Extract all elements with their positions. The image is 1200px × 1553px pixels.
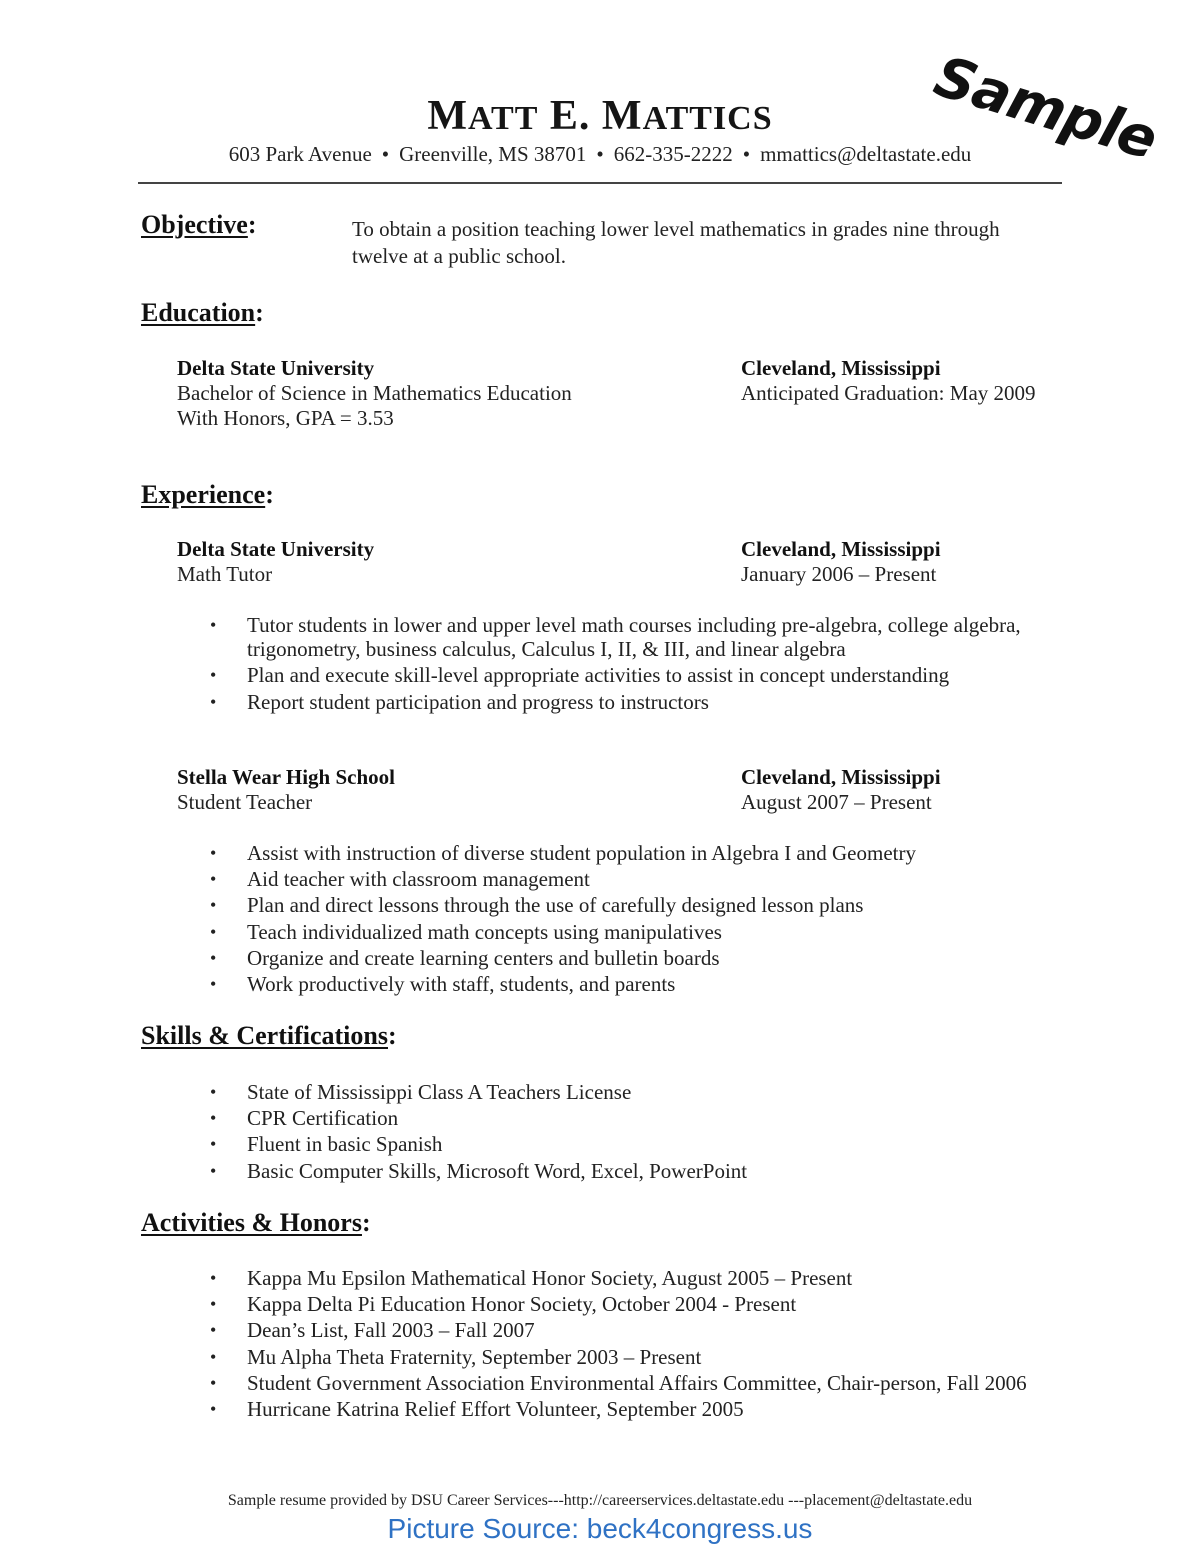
bullet-icon: • — [210, 691, 217, 712]
contact-address: 603 Park Avenue — [228, 142, 372, 166]
activities-heading-text: Activities & Honors — [141, 1208, 362, 1237]
education-degree: Bachelor of Science in Mathematics Education — [177, 381, 572, 405]
list-item — [210, 919, 1110, 945]
list-item-text: Kappa Delta Pi Education Honor Society, October 2004 - Present — [247, 1292, 797, 1317]
job-duties-list — [210, 840, 1110, 997]
list-item-text: Dean’s List, Fall 2003 – Fall 2007 — [247, 1318, 535, 1343]
bullet-icon: • — [210, 615, 217, 635]
skills-list — [210, 1079, 1110, 1184]
list-item-text: Aid teacher with classroom management — [247, 867, 590, 892]
contact-line — [0, 142, 1200, 167]
objective-line-2: twelve at a public school. — [352, 244, 567, 268]
list-item-text: Assist with instruction of diverse student population in Algebra I and Geometry — [247, 841, 916, 865]
contact-phone: 662-335-2222 — [613, 142, 733, 166]
list-item-continuation — [210, 636, 1110, 662]
list-item-text: Hurricane Katrina Relief Effort Volunteer, September 2005 — [247, 1397, 744, 1422]
skills-heading-text: Skills & Certifications — [141, 1021, 388, 1050]
job-organization: Stella Wear High School — [177, 765, 395, 789]
activities-list — [210, 1265, 1110, 1422]
name-last-initial: M — [601, 93, 643, 139]
list-item-text: CPR Certification — [247, 1106, 399, 1131]
objective-line-1: To obtain a position teaching lower level mathematics in grades nine through — [352, 217, 1000, 241]
list-item — [210, 612, 1110, 638]
bullet-icon: • — [210, 1399, 217, 1420]
heading-colon: : — [247, 210, 257, 239]
list-item-text: Plan and execute skill-level appropriate activities to assist in concept understanding — [247, 663, 950, 688]
list-item — [210, 1105, 1110, 1131]
list-item-text: Basic Computer Skills, Microsoft Word, Excel, PowerPoint — [247, 1158, 748, 1183]
bullet-icon: • — [210, 1108, 217, 1129]
resume-name — [0, 92, 1200, 140]
contact-city: Greenville, MS 38701 — [399, 142, 587, 166]
list-item — [210, 1265, 1110, 1291]
heading-colon: : — [361, 1208, 371, 1237]
job-title: Student Teacher — [177, 790, 313, 814]
activities-heading — [141, 1208, 371, 1238]
job-location: Cleveland, Mississippi — [741, 537, 941, 561]
bullet-icon: • — [210, 869, 217, 890]
list-item — [210, 662, 1110, 688]
job-location: Cleveland, Mississippi — [741, 765, 941, 789]
bullet-icon: • — [210, 895, 217, 916]
experience-heading-text: Experience — [141, 480, 266, 509]
bullet-icon: • — [210, 1268, 217, 1288]
list-item-text: Fluent in basic Spanish — [247, 1132, 443, 1157]
job-dates: January 2006 – Present — [741, 562, 937, 586]
bullet-icon: • — [210, 1372, 217, 1393]
bullet-icon: • — [210, 1082, 217, 1102]
list-item-text: trigonometry, business calculus, Calculus I, II, & III, and linear algebra — [247, 637, 846, 662]
list-item-text: Plan and direct lessons through the use of carefully designed lesson plans — [247, 893, 864, 918]
list-item — [210, 840, 1110, 866]
list-item-text: State of Mississippi Class A Teachers License — [247, 1080, 632, 1104]
name-last-rest: ATTICS — [642, 100, 773, 137]
list-item — [210, 689, 1110, 715]
education-school: Delta State University — [177, 356, 375, 380]
list-item — [210, 866, 1110, 892]
job-duties-list — [210, 612, 1110, 715]
list-item-text: Mu Alpha Theta Fraternity, September 2003 – Present — [247, 1344, 702, 1369]
objective-heading-text: Objective — [141, 210, 248, 239]
objective-heading — [141, 210, 257, 240]
list-item-text: Organize and create learning centers and bulletin boards — [247, 945, 720, 970]
bullet-icon: • — [210, 921, 217, 942]
list-item-text: Student Government Association Environmental Affairs Committee, Chair-person, Fall 2006 — [247, 1370, 1027, 1395]
bullet-icon: • — [210, 665, 217, 686]
education-honors: With Honors, GPA = 3.53 — [177, 406, 394, 430]
list-item-text: Report student participation and progress to instructors — [247, 689, 709, 714]
education-graduation: Anticipated Graduation: May 2009 — [741, 381, 1036, 405]
bullet-separator: • — [596, 142, 604, 166]
education-heading-text: Education — [141, 298, 256, 327]
heading-colon: : — [265, 480, 274, 509]
bullet-separator: • — [381, 142, 390, 166]
sample-stamp: Sample — [926, 44, 1164, 173]
list-item — [210, 1317, 1110, 1343]
bullet-icon: • — [210, 1320, 217, 1341]
bullet-icon: • — [210, 843, 217, 863]
skills-heading — [141, 1021, 397, 1051]
bullet-icon: • — [210, 1160, 217, 1181]
list-item — [210, 971, 1110, 997]
name-middle: E. — [549, 93, 591, 139]
education-heading — [141, 298, 264, 328]
experience-heading — [141, 480, 274, 510]
bullet-icon: • — [210, 1134, 217, 1155]
list-item — [210, 1396, 1110, 1422]
bullet-icon: • — [210, 1294, 217, 1315]
list-item — [210, 1131, 1110, 1157]
header-divider — [138, 182, 1062, 184]
education-location: Cleveland, Mississippi — [741, 356, 941, 380]
job-dates: August 2007 – Present — [741, 790, 932, 814]
name-first-rest: ATT — [468, 100, 539, 137]
list-item — [210, 1158, 1110, 1184]
list-item-text: Tutor students in lower and upper level math courses including pre-algebra, college algebra, — [247, 613, 1021, 637]
bullet-icon: • — [210, 974, 217, 995]
bullet-separator: • — [742, 142, 751, 166]
heading-colon: : — [388, 1021, 397, 1050]
list-item-text: Kappa Mu Epsilon Mathematical Honor Society, August 2005 – Present — [247, 1266, 853, 1290]
name-first-initial: M — [427, 93, 468, 139]
list-item — [210, 892, 1110, 918]
list-item — [210, 1344, 1110, 1370]
heading-colon: : — [255, 298, 264, 327]
picture-source-link[interactable]: Picture Source: beck4congress.us — [387, 1513, 813, 1544]
bullet-icon: • — [210, 1346, 217, 1367]
contact-email[interactable]: mmattics@deltastate.edu — [760, 142, 972, 166]
list-item — [210, 1291, 1110, 1317]
list-item-text: Teach individualized math concepts using manipulatives — [247, 919, 722, 944]
list-item — [210, 945, 1110, 971]
job-title: Math Tutor — [177, 562, 273, 586]
list-item — [210, 1079, 1110, 1105]
job-organization: Delta State University — [177, 537, 375, 561]
bullet-icon: • — [210, 947, 217, 968]
list-item — [210, 1370, 1110, 1396]
list-item-text: Work productively with staff, students, and parents — [247, 972, 676, 997]
footer-credit: Sample resume provided by DSU Career Services---http://careerservices.deltastate.edu ---placement@deltastate.edu — [227, 1492, 973, 1509]
